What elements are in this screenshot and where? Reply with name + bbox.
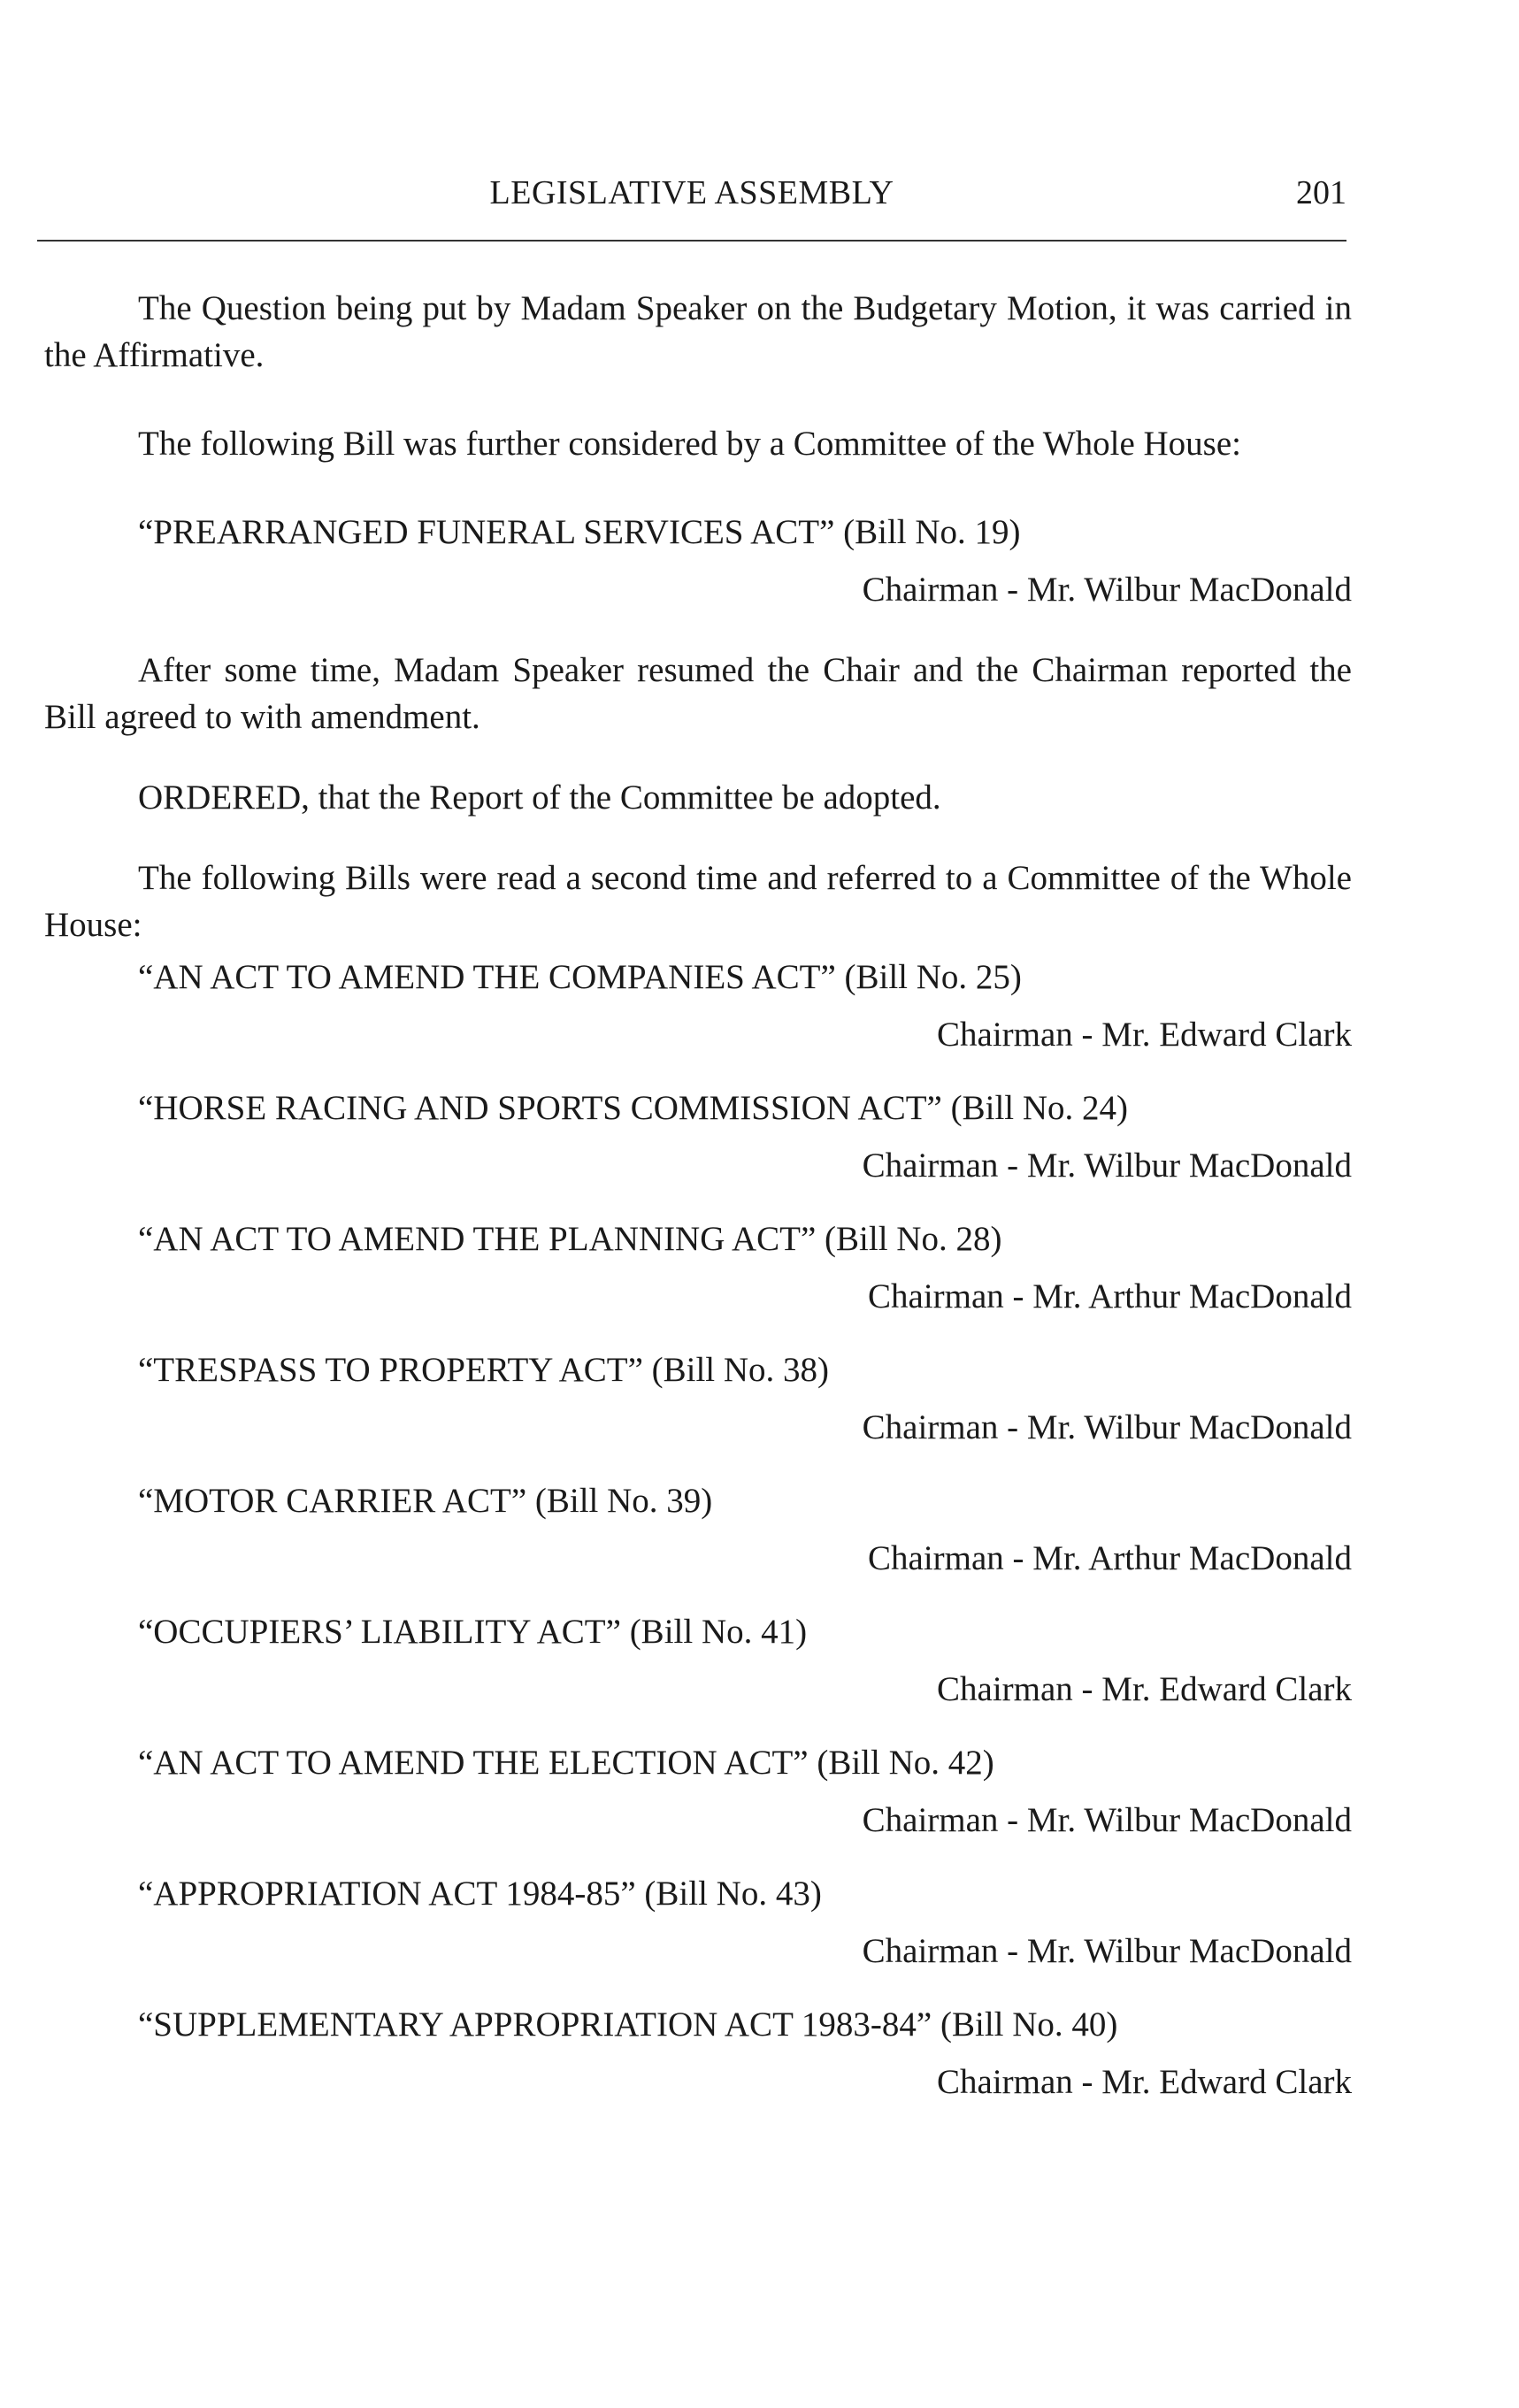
bill-chairman: Chairman - Mr. Edward Clark xyxy=(937,1016,1352,1054)
bill-title: “HORSE RACING AND SPORTS COMMISSION ACT” (Bill No. 24) xyxy=(138,1089,1129,1127)
bill-entry xyxy=(44,1870,1352,1975)
paragraph-committee-intro: The following Bill was further considered by a Committee of the Whole House: xyxy=(138,425,1241,463)
bill-list xyxy=(44,954,1352,2105)
bill-chairman: Chairman - Mr. Wilbur MacDonald xyxy=(862,1932,1352,1970)
bill-entry xyxy=(44,1477,1352,1582)
bill-chairman: Chairman - Mr. Wilbur MacDonald xyxy=(862,571,1352,609)
paragraph-ordered: ORDERED, that the Report of the Committee be adopted. xyxy=(138,778,941,817)
bill-title: “AN ACT TO AMEND THE ELECTION ACT” (Bill No. 42) xyxy=(138,1744,994,1782)
bill-title: “PREARRANGED FUNERAL SERVICES ACT” (Bill No. 19) xyxy=(138,513,1021,551)
page-header xyxy=(37,173,1346,226)
paragraph-speaker-resumed: After some time, Madam Speaker resumed the Chair and the Chairman reported the Bill agreed to with amendment. xyxy=(44,651,1352,736)
page-body xyxy=(44,285,1352,2105)
committee-bill-entry xyxy=(44,509,1352,613)
bill-title: “TRESPASS TO PROPERTY ACT” (Bill No. 38) xyxy=(138,1351,830,1389)
bill-entry xyxy=(44,1216,1352,1320)
paragraph-budgetary-motion: The Question being put by Madam Speaker on the Budgetary Motion, it was carried in the Affirmative. xyxy=(44,289,1352,374)
page-number: 201 xyxy=(1296,174,1346,211)
bill-entry xyxy=(44,1346,1352,1451)
bill-title: “MOTOR CARRIER ACT” (Bill No. 39) xyxy=(138,1482,713,1520)
bill-title: “APPROPRIATION ACT 1984-85” (Bill No. 43) xyxy=(138,1875,822,1913)
bill-title: “SUPPLEMENTARY APPROPRIATION ACT 1983-84” (Bill No. 40) xyxy=(138,2005,1118,2044)
bill-entry xyxy=(44,954,1352,1058)
bill-entry xyxy=(44,1085,1352,1189)
bill-title: “OCCUPIERS’ LIABILITY ACT” (Bill No. 41) xyxy=(138,1613,808,1651)
running-title: LEGISLATIVE ASSEMBLY xyxy=(489,174,894,211)
header-rule xyxy=(37,240,1346,242)
bill-entry xyxy=(44,2001,1352,2105)
paragraph-second-reading: The following Bills were read a second time and referred to a Committee of the Whole House: xyxy=(44,859,1352,944)
bill-chairman: Chairman - Mr. Wilbur MacDonald xyxy=(862,1408,1352,1446)
bill-title: “AN ACT TO AMEND THE PLANNING ACT” (Bill No. 28) xyxy=(138,1220,1002,1258)
bill-chairman: Chairman - Mr. Arthur MacDonald xyxy=(868,1277,1352,1315)
bill-chairman: Chairman - Mr. Edward Clark xyxy=(937,1670,1352,1708)
bill-entry xyxy=(44,1608,1352,1713)
bill-chairman: Chairman - Mr. Wilbur MacDonald xyxy=(862,1801,1352,1839)
bill-entry xyxy=(44,1739,1352,1844)
bill-chairman: Chairman - Mr. Arthur MacDonald xyxy=(868,1539,1352,1577)
bill-chairman: Chairman - Mr. Wilbur MacDonald xyxy=(862,1146,1352,1185)
bill-chairman: Chairman - Mr. Edward Clark xyxy=(937,2063,1352,2101)
bill-title: “AN ACT TO AMEND THE COMPANIES ACT” (Bill No. 25) xyxy=(138,958,1022,996)
